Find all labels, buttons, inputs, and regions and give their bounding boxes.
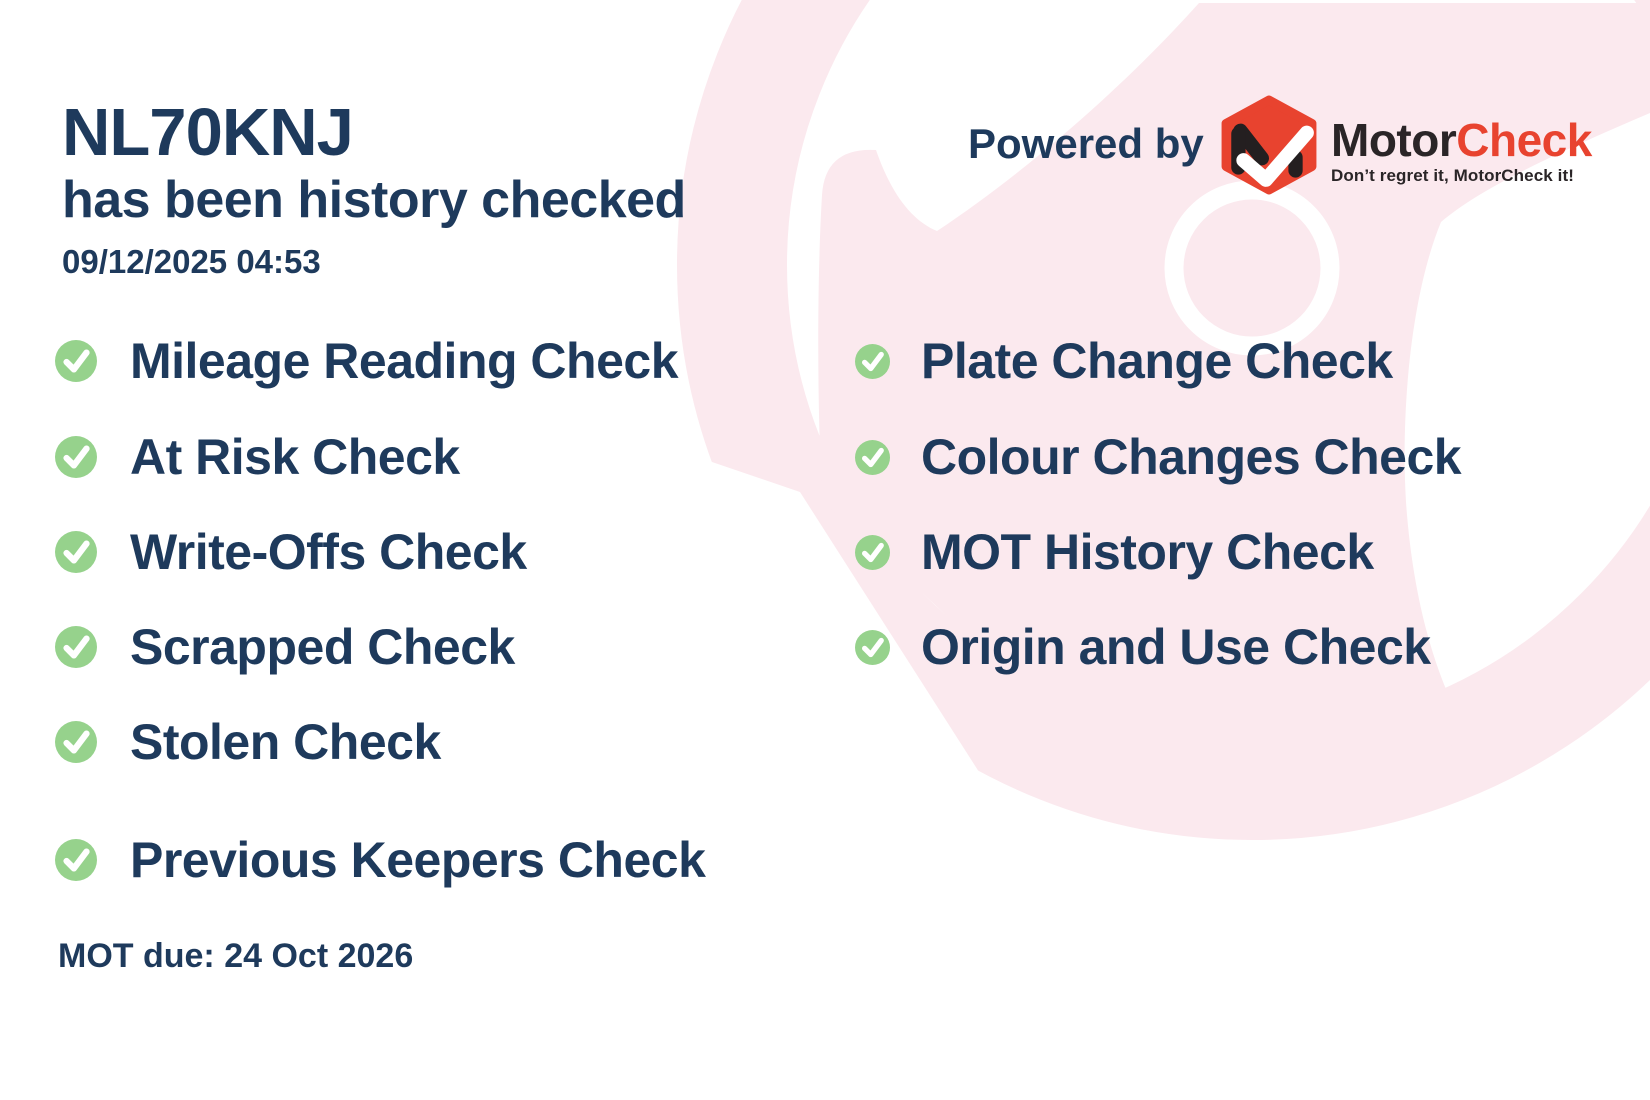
check-item xyxy=(855,333,1393,389)
check-item-label: Stolen Check xyxy=(130,714,441,770)
brand-tagline: Don’t regret it, MotorCheck it! xyxy=(1331,166,1574,185)
check-circle-icon xyxy=(855,344,890,379)
check-circle-icon xyxy=(55,340,97,382)
mot-due: MOT due: 24 Oct 2026 xyxy=(58,937,414,975)
check-circle-icon xyxy=(55,721,97,763)
check-circle-icon xyxy=(55,626,97,668)
check-item-label: Plate Change Check xyxy=(921,333,1393,389)
check-item-label: Mileage Reading Check xyxy=(130,333,678,389)
check-item-label: At Risk Check xyxy=(130,429,460,485)
check-item xyxy=(55,429,460,485)
check-item xyxy=(55,333,678,389)
check-item xyxy=(55,619,515,675)
check-item-label: Write-Offs Check xyxy=(130,524,527,580)
subtitle: has been history checked xyxy=(62,171,686,229)
check-item xyxy=(855,429,1462,485)
registration-plate: NL70KNJ xyxy=(62,95,353,170)
check-circle-icon xyxy=(55,839,97,881)
check-item xyxy=(855,619,1431,675)
check-circle-icon xyxy=(855,535,890,570)
check-item-label: MOT History Check xyxy=(921,524,1374,580)
brand-motor: Motor xyxy=(1331,114,1457,166)
check-item xyxy=(855,524,1374,580)
brand-check: Check xyxy=(1456,114,1592,166)
check-circle-icon xyxy=(55,436,97,478)
check-item xyxy=(55,524,527,580)
powered-by-label: Powered by xyxy=(968,120,1204,167)
check-item xyxy=(55,714,441,770)
check-timestamp: 09/12/2025 04:53 xyxy=(62,243,321,280)
check-item-label: Colour Changes Check xyxy=(921,429,1462,485)
check-item-label: Origin and Use Check xyxy=(921,619,1431,675)
header xyxy=(62,95,686,282)
motorcheck-wordmark xyxy=(1331,114,1592,186)
check-item-label: Previous Keepers Check xyxy=(130,832,706,888)
check-circle-icon xyxy=(55,531,97,573)
brand-name xyxy=(1331,114,1592,166)
check-item xyxy=(55,832,706,888)
check-item-label: Scrapped Check xyxy=(130,619,515,675)
check-circle-icon xyxy=(855,440,890,475)
check-circle-icon xyxy=(855,630,890,665)
motorcheck-logo-icon xyxy=(1218,94,1320,196)
